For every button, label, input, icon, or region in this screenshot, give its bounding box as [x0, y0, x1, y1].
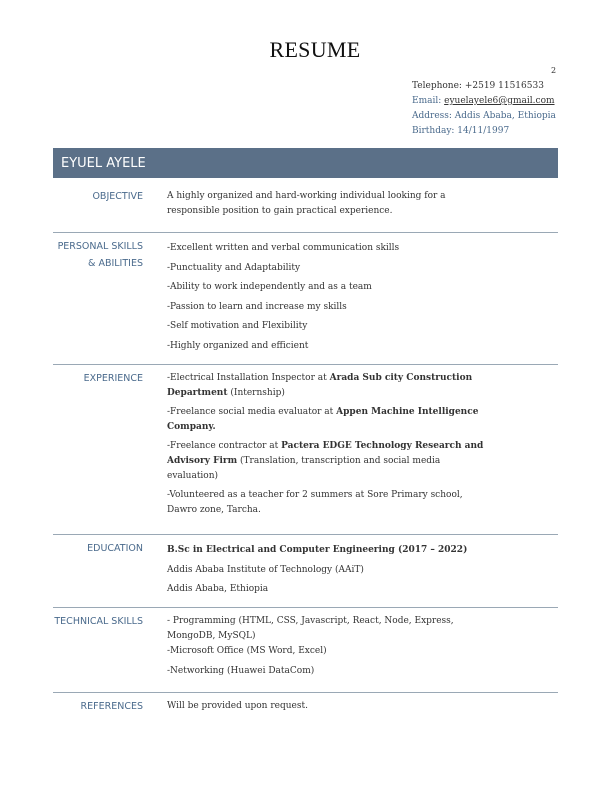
objective-text: A highly organized and hard-working individual looking for a responsible position to gain practical experience. [167, 191, 446, 216]
section-divider [53, 534, 558, 535]
experience-list [167, 371, 487, 518]
experience-item-text: -Freelance social media evaluator at [167, 407, 337, 417]
education-label: EDUCATION [87, 543, 143, 554]
education-institute: Addis Ababa Institute of Technology (AAiT) [167, 564, 364, 575]
section-divider [53, 364, 558, 365]
skill-item: -Ability to work independently and as a team [167, 282, 372, 292]
education-details [167, 541, 487, 600]
name-banner [53, 148, 558, 178]
skills-label-line1: PERSONAL SKILLS [57, 241, 143, 252]
education-location: Addis Ababa, Ethiopia [167, 584, 269, 594]
experience-item: -Volunteered as a teacher for 2 summers at Sore Primary school, Dawro zone, Tarcha. [167, 490, 463, 515]
skill-item: -Self motivation and Flexibility [167, 321, 308, 331]
technical-skill-item: -Networking (Huawei DataCom) [167, 666, 315, 676]
section-divider [53, 607, 558, 608]
skill-item: -Punctuality and Adaptability [167, 262, 301, 273]
candidate-name: EYUEL AYELE [61, 155, 146, 171]
skills-list [167, 239, 487, 356]
experience-employer: Arada Sub city Construction Department [167, 373, 473, 398]
experience-employer: Appen Machine Intelligence Company. [167, 407, 479, 432]
skills-label [0, 238, 143, 272]
document-title: RESUME [269, 37, 361, 62]
page-number: 2 [551, 66, 557, 75]
technical-skills-label: TECHNICAL SKILLS [54, 616, 143, 627]
skill-item: -Highly organized and efficient [167, 340, 309, 351]
contact-email-line [412, 94, 556, 109]
skill-item: -Excellent written and verbal communication skills [167, 243, 400, 253]
experience-item-note: (Translation, transcription and social media evaluation) [167, 456, 441, 481]
experience-item-text: -Freelance contractor at [167, 441, 282, 451]
objective-label: OBJECTIVE [92, 191, 143, 202]
references-label: REFERENCES [80, 701, 143, 712]
contact-block [412, 79, 556, 139]
contact-email-link[interactable]: eyuelayele6@gmail.com [444, 96, 555, 106]
experience-employer: Pactera EDGE Technology Research and Advisory Firm [167, 441, 484, 466]
education-degree [167, 541, 487, 561]
contact-address: Address: Addis Ababa, Ethiopia [412, 111, 556, 121]
experience-item [167, 371, 487, 401]
contact-telephone: Telephone: +2519 11516533 [412, 81, 544, 91]
section-divider [53, 232, 558, 233]
technical-skill-item: -Microsoft Office (MS Word, Excel) [167, 646, 327, 656]
experience-item-text: -Electrical Installation Inspector at [167, 373, 330, 383]
technical-skills-list [167, 614, 487, 679]
skill-item: -Passion to learn and increase my skills [167, 301, 347, 312]
references-text: Will be provided upon request. [167, 701, 308, 711]
experience-label: EXPERIENCE [83, 373, 143, 384]
education-degree-text: B.Sc in Electrical and Computer Engineering (2017 – 2022) [167, 545, 468, 555]
experience-item [167, 439, 487, 484]
experience-item [167, 405, 487, 435]
contact-birthday: Birthday: 14/11/1997 [412, 126, 510, 136]
technical-skill-item: - Programming (HTML, CSS, Javascript, React, Node, Express, MongoDB, MySQL) [167, 616, 454, 641]
experience-item-note: (Internship) [227, 388, 285, 398]
contact-email-label: Email: [412, 96, 445, 106]
section-divider [53, 692, 558, 693]
skills-label-line2: & ABILITIES [88, 258, 143, 269]
